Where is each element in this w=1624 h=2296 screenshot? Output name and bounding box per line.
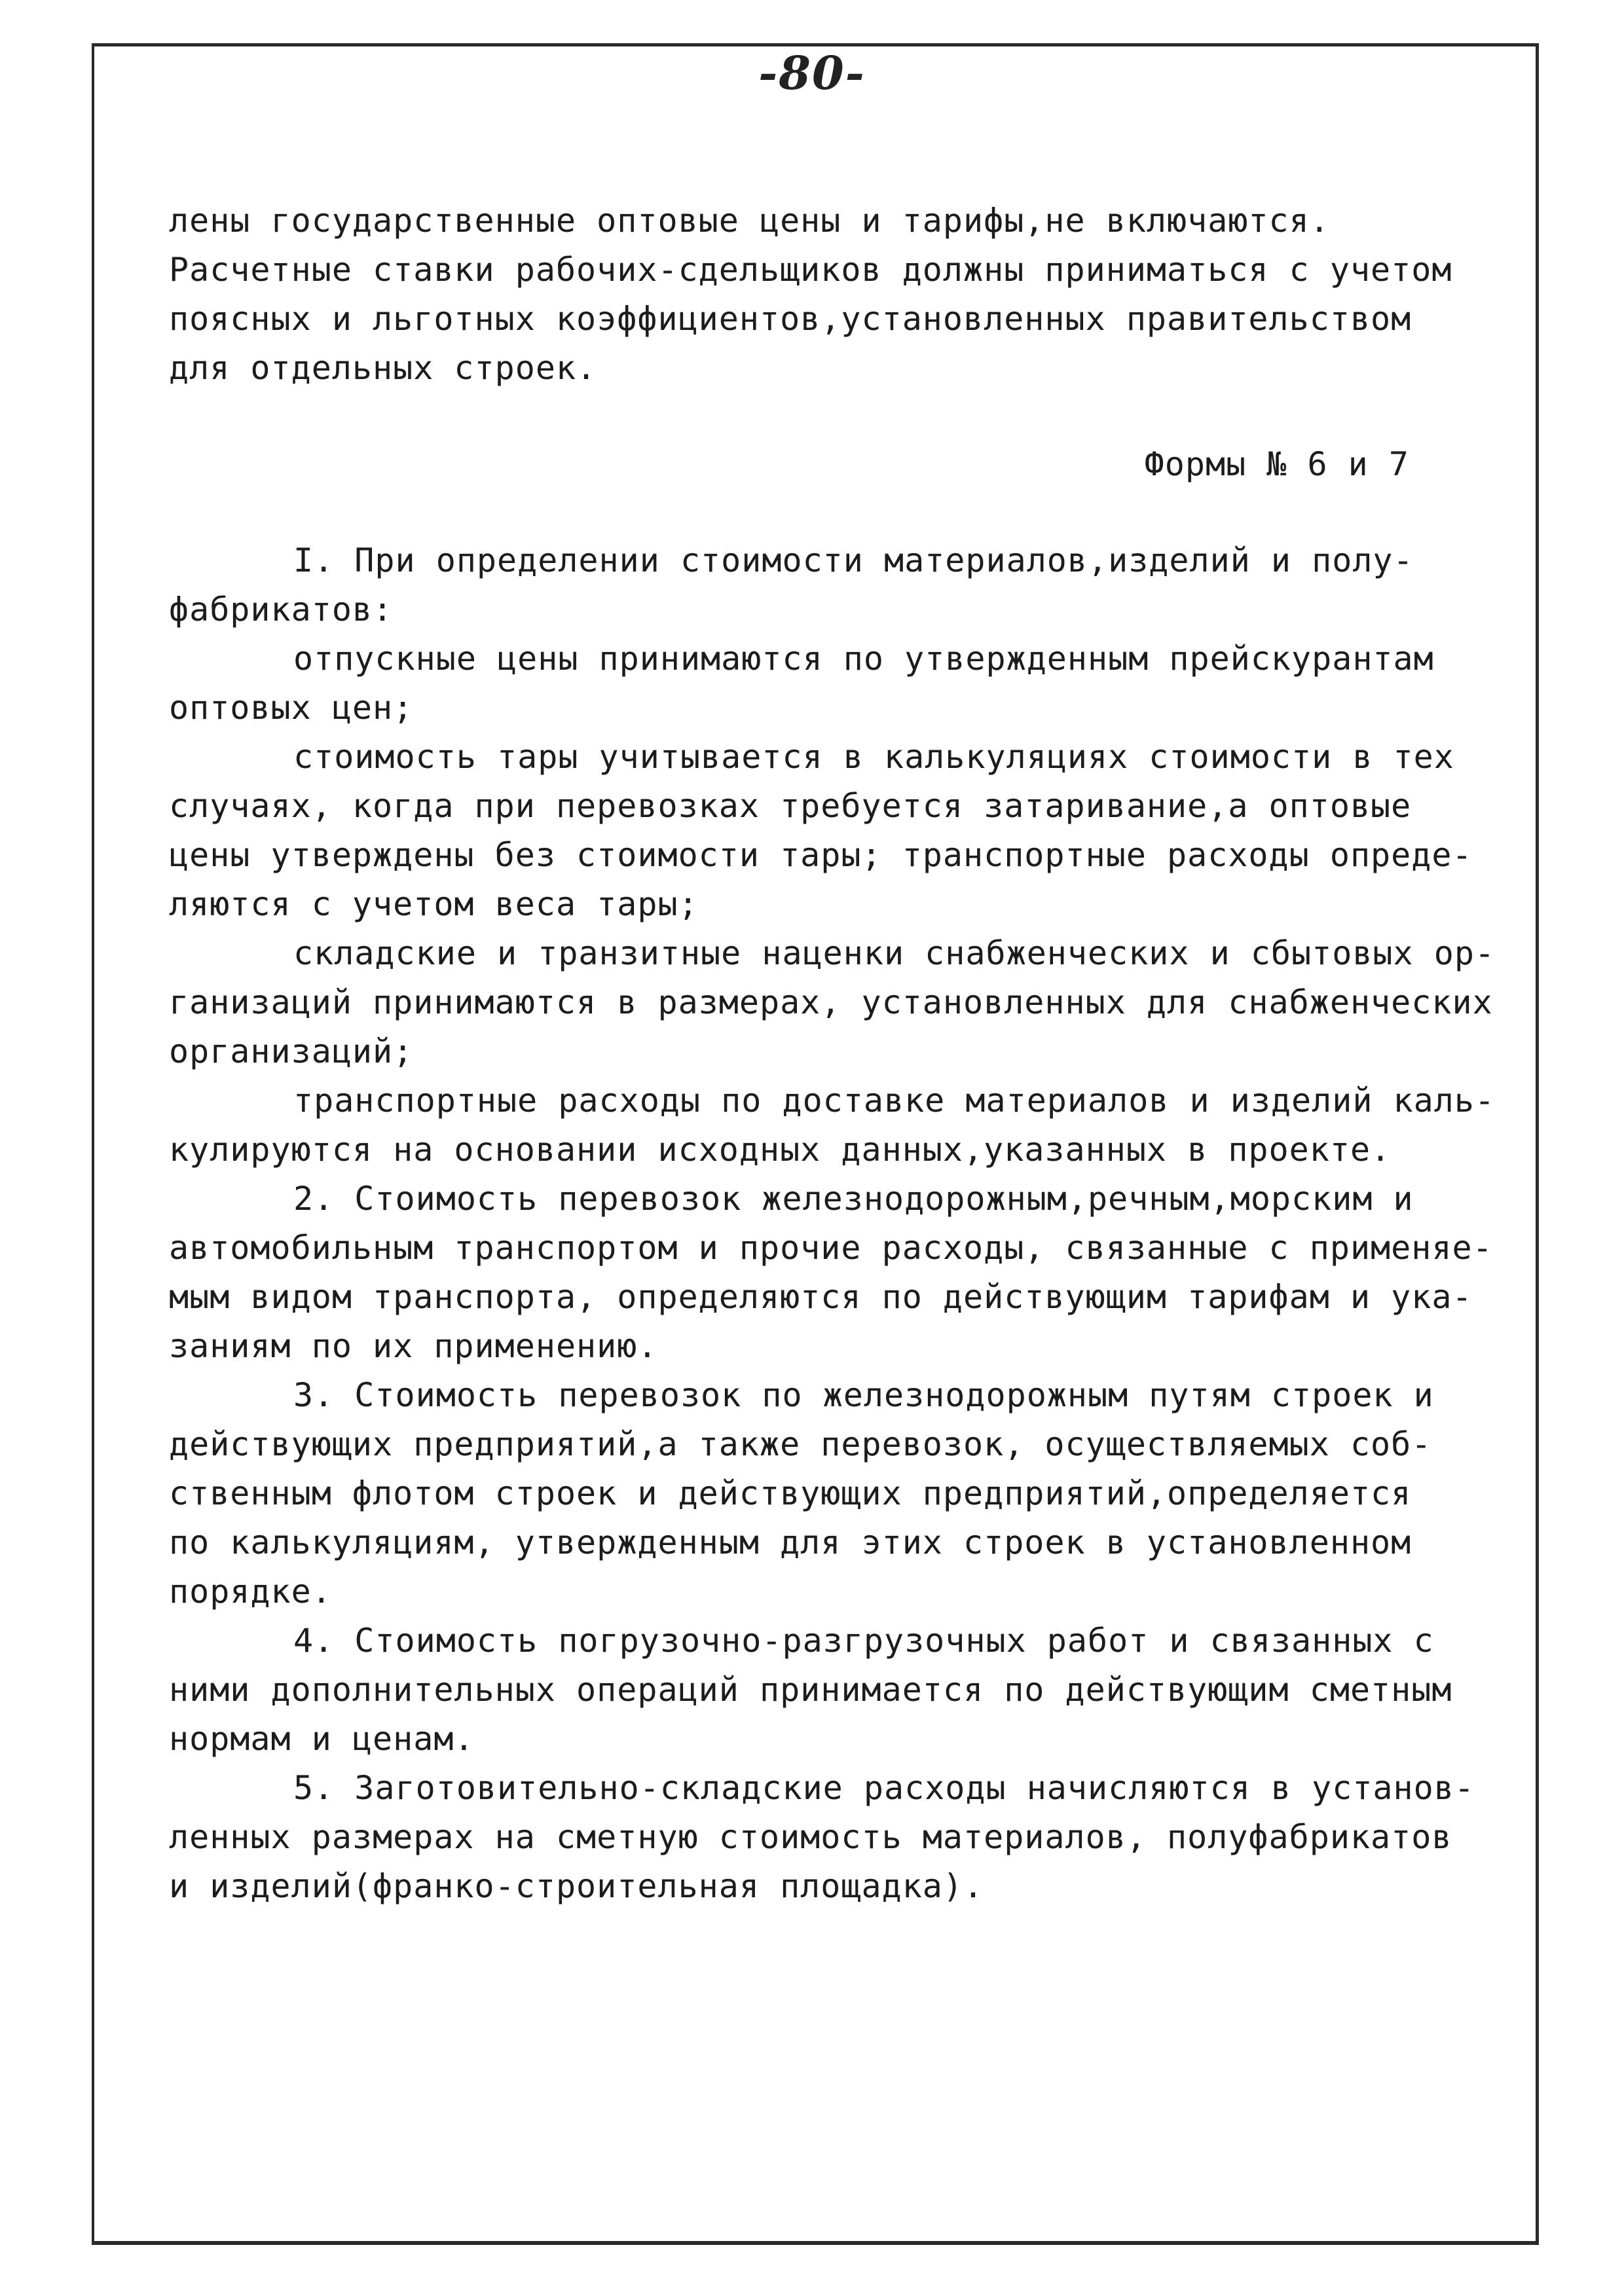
item-1 <box>169 536 1505 1175</box>
text-line: стоимость тары учитывается в калькуляциях стоимости в тех <box>293 738 1454 776</box>
text-line: случаях, когда при перевозках требуется затаривание,а оптовые <box>169 787 1412 825</box>
text-line: по калькуляциям, утвержденным для этих строек в установленном <box>169 1523 1412 1561</box>
text-line: автомобильным транспортом и прочие расходы, связанные с применяе- <box>169 1229 1493 1267</box>
text-line: организаций; <box>169 1032 414 1070</box>
item-5 <box>169 1764 1505 1911</box>
text-line: цены утверждены без стоимости тары; транспортные расходы опреде- <box>169 836 1473 874</box>
text-line: фабрикатов: <box>169 591 394 629</box>
text-line: ганизаций принимаются в размерах, установленных для снабженческих <box>169 983 1493 1021</box>
text-line: лены государственные оптовые цены и тарифы,не включаются. <box>169 202 1330 240</box>
text-line: для отдельных строек. <box>169 349 597 387</box>
item-4 <box>169 1616 1505 1764</box>
text-line: поясных и льготных коэффициентов,установленных правительством <box>169 300 1412 338</box>
text-line: заниям по их применению. <box>169 1327 658 1365</box>
page-number: -80- <box>758 46 866 100</box>
text-line: ляются с учетом веса тары; <box>169 885 699 923</box>
text-line: порядке. <box>169 1573 332 1611</box>
text-line: мым видом транспорта, определяются по действующим тарифам и ука- <box>169 1278 1473 1316</box>
text-line: транспортные расходы по доставке материалов и изделий каль- <box>293 1082 1496 1120</box>
document-body <box>169 196 1505 1911</box>
text-line: кулируются на основании исходных данных,указанных в проекте. <box>169 1131 1392 1169</box>
text-line: ленных размерах на сметную стоимость материалов, полуфабрикатов <box>169 1818 1452 1856</box>
intro-paragraph <box>169 196 1505 393</box>
item-3 <box>169 1371 1505 1616</box>
text-line: ними дополнительных операций принимается по действующим сметным <box>169 1671 1452 1709</box>
text-line: 5. Заготовительно-складские расходы начисляются в установ- <box>293 1769 1475 1807</box>
text-line: действующих предприятий,а также перевозок, осуществляемых соб- <box>169 1425 1432 1463</box>
item-2 <box>169 1175 1505 1371</box>
text-line: складские и транзитные наценки снабженческих и сбытовых ор- <box>293 934 1496 972</box>
text-line: ственным флотом строек и действующих предприятий,определяется <box>169 1474 1412 1512</box>
text-line: и изделий(франко-строительная площадка). <box>169 1867 984 1905</box>
text-line: 4. Стоимость погрузочно-разгрузочных работ и связанных с <box>293 1622 1434 1660</box>
text-line: Расчетные ставки рабочих-сдельщиков должны приниматься с учетом <box>169 251 1452 289</box>
text-line: нормам и ценам. <box>169 1720 475 1758</box>
text-line: отпускные цены принимаются по утвержденным прейскурантам <box>293 640 1434 678</box>
text-line: 2. Стоимость перевозок железнодорожным,речным,морским и <box>293 1180 1414 1218</box>
section-heading: Формы № 6 и 7 <box>1144 445 1409 483</box>
text-line: I. При определении стоимости материалов,изделий и полу- <box>293 541 1414 579</box>
text-line: оптовых цен; <box>169 689 414 727</box>
text-line: 3. Стоимость перевозок по железнодорожным путям строек и <box>293 1376 1434 1414</box>
